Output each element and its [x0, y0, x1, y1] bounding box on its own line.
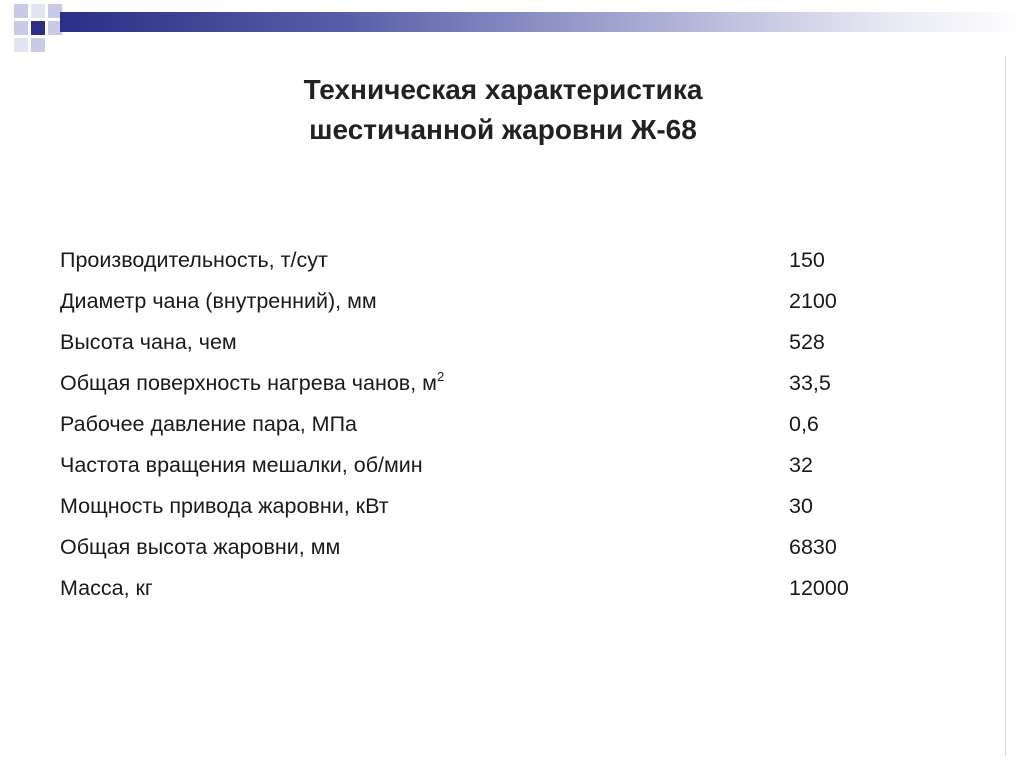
spec-label: Мощность привода жаровни, кВт — [60, 494, 389, 518]
decor-square — [31, 4, 45, 18]
spec-label: Высота чана, чем — [60, 330, 237, 354]
spec-row — [60, 404, 920, 445]
decor-square — [14, 4, 28, 18]
decor-square — [14, 38, 28, 52]
spec-label: Общая высота жаровни, мм — [60, 535, 341, 559]
header-gradient-band — [60, 12, 1024, 32]
decor-square — [31, 38, 45, 52]
spec-value: 0,6 — [789, 412, 819, 436]
spec-row — [60, 363, 920, 404]
right-divider — [1005, 56, 1006, 756]
spec-label: Масса, кг — [60, 576, 153, 600]
spec-value: 528 — [789, 330, 825, 354]
title-line-1: Техническая характеристика — [303, 74, 703, 105]
spec-label: Общая поверхность нагрева чанов, $м^2$ — [60, 369, 445, 395]
decor-square — [14, 21, 28, 35]
spec-label: Рабочее давление пара, МПа — [60, 412, 358, 436]
spec-value: 2100 — [789, 289, 837, 313]
spec-value: 150 — [789, 248, 825, 272]
spec-value: 12000 — [789, 576, 849, 600]
decor-square — [31, 21, 45, 35]
superscript: 2 — [436, 369, 445, 384]
spec-label: Производительность, т/сут — [60, 248, 328, 272]
spec-row — [60, 527, 920, 568]
spec-row — [60, 486, 920, 527]
spec-value: 6830 — [789, 535, 837, 559]
spec-row — [60, 322, 920, 363]
spec-label: Диаметр чана (внутренний), мм — [60, 289, 377, 313]
title-line-2: шестичанной жаровни Ж-68 — [309, 114, 697, 145]
spec-value: 30 — [789, 494, 813, 518]
spec-value: 33,5 — [789, 371, 831, 395]
spec-row — [60, 281, 920, 322]
spec-value: 32 — [789, 453, 813, 477]
spec-table — [60, 240, 920, 609]
spec-row — [60, 445, 920, 486]
spec-label: Частота вращения мешалки, об/мин — [60, 453, 423, 477]
spec-row — [60, 568, 920, 609]
slide-title — [0, 70, 1006, 150]
spec-row — [60, 240, 920, 281]
